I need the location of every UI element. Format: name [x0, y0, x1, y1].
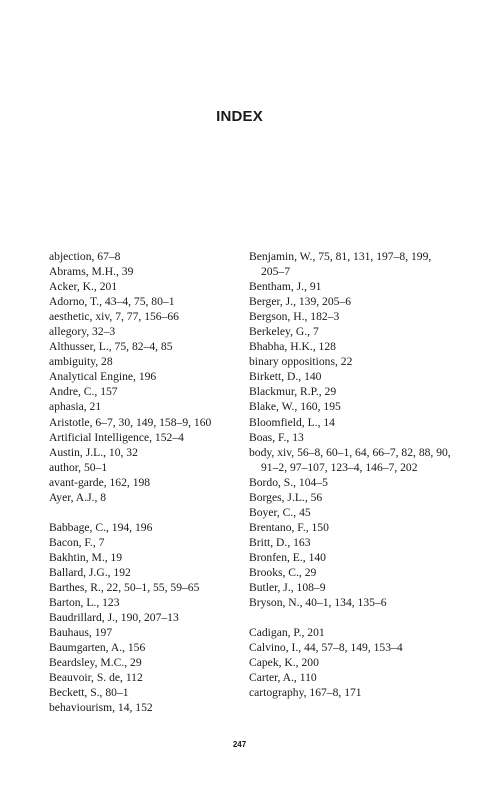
index-entry: cartography, 167–8, 171	[249, 686, 362, 700]
index-entry: Capek, K., 200	[249, 656, 319, 670]
index-entry: Beardsley, M.C., 29	[49, 656, 142, 670]
index-entry: Bloomfield, L., 14	[249, 415, 335, 429]
index-entry: Bhabha, H.K., 128	[249, 340, 336, 354]
index-entry: Berger, J., 139, 205–6	[249, 295, 352, 309]
index-entry: body, xiv, 56–8, 60–1, 64, 66–7, 82, 88, 90, 91–2, 97–107, 123–4, 146–7, 202	[249, 445, 451, 474]
index-entry: binary oppositions, 22	[249, 355, 353, 369]
index-entry: Bakhtin, M., 19	[49, 550, 123, 564]
index-entry: Babbage, C., 194, 196	[49, 520, 153, 534]
index-entry: Borges, J.L., 56	[249, 490, 323, 504]
index-entry: abjection, 67–8	[49, 250, 121, 263]
index-entry: Althusser, L., 75, 82–4, 85	[49, 340, 173, 354]
letter-group-gap	[249, 610, 454, 625]
index-entry: Bergson, H., 182–3	[249, 310, 340, 324]
index-entry: Brentano, F., 150	[249, 520, 329, 534]
index-entry: Andre, C., 157	[49, 385, 118, 399]
index-entry: aphasia, 21	[49, 400, 102, 414]
index-column-right	[249, 249, 454, 700]
index-entry: Baudrillard, J., 190, 207–13	[49, 611, 179, 625]
index-entry: Barthes, R., 22, 50–1, 55, 59–65	[49, 581, 200, 595]
index-entry: Benjamin, W., 75, 81, 131, 197–8, 199, 205–7	[249, 250, 432, 279]
index-entry: Ayer, A.J., 8	[49, 490, 107, 504]
index-entry: allegory, 32–3	[49, 325, 116, 339]
index-entry: Bordo, S., 104–5	[249, 475, 328, 489]
index-entry: Baumgarten, A., 156	[49, 641, 146, 655]
index-entry: Bryson, N., 40–1, 134, 135–6	[249, 596, 387, 610]
index-entry: Bronfen, E., 140	[249, 550, 326, 564]
index-entry: Calvino, I., 44, 57–8, 149, 153–4	[249, 641, 403, 655]
index-entry: Barton, L., 123	[49, 596, 120, 610]
index-entry: Brooks, C., 29	[249, 565, 317, 579]
index-entry: Cadigan, P., 201	[249, 626, 325, 640]
index-entry: Bentham, J., 91	[249, 280, 322, 294]
index-entry: behaviourism, 14, 152	[49, 701, 153, 715]
letter-group-gap	[49, 505, 254, 520]
index-entry: Butler, J., 108–9	[249, 581, 326, 595]
index-entry: Abrams, M.H., 39	[49, 265, 134, 279]
index-entry: Boas, F., 13	[249, 430, 304, 444]
index-entry: avant-garde, 162, 198	[49, 475, 151, 489]
index-entry: Bauhaus, 197	[49, 626, 113, 640]
index-column-left	[49, 249, 254, 715]
index-entry: Blackmur, R.P., 29	[249, 385, 337, 399]
index-entry: Ballard, J.G., 192	[49, 565, 131, 579]
index-entry: Blake, W., 160, 195	[249, 400, 341, 414]
index-entry: Artificial Intelligence, 152–4	[49, 430, 184, 444]
index-entry: Analytical Engine, 196	[49, 370, 157, 384]
index-entry: Bacon, F., 7	[49, 535, 105, 549]
index-entry: Britt, D., 163	[249, 535, 311, 549]
index-entry: Carter, A., 110	[249, 671, 317, 685]
page-title: INDEX	[216, 108, 263, 125]
index-entry: ambiguity, 28	[49, 355, 113, 369]
index-entry: author, 50–1	[49, 460, 108, 474]
index-entry: Boyer, C., 45	[249, 505, 311, 519]
index-entry: Birkett, D., 140	[249, 370, 322, 384]
index-entry: aesthetic, xiv, 7, 77, 156–66	[49, 310, 179, 324]
index-entry: Berkeley, G., 7	[249, 325, 319, 339]
index-entry: Adorno, T., 43–4, 75, 80–1	[49, 295, 175, 309]
page-number: 247	[232, 740, 247, 749]
index-entry: Beauvoir, S. de, 112	[49, 671, 143, 685]
index-entry: Beckett, S., 80–1	[49, 686, 129, 700]
index-entry: Aristotle, 6–7, 30, 149, 158–9, 160	[49, 415, 212, 429]
index-entry: Acker, K., 201	[49, 280, 118, 294]
index-entry: Austin, J.L., 10, 32	[49, 445, 138, 459]
